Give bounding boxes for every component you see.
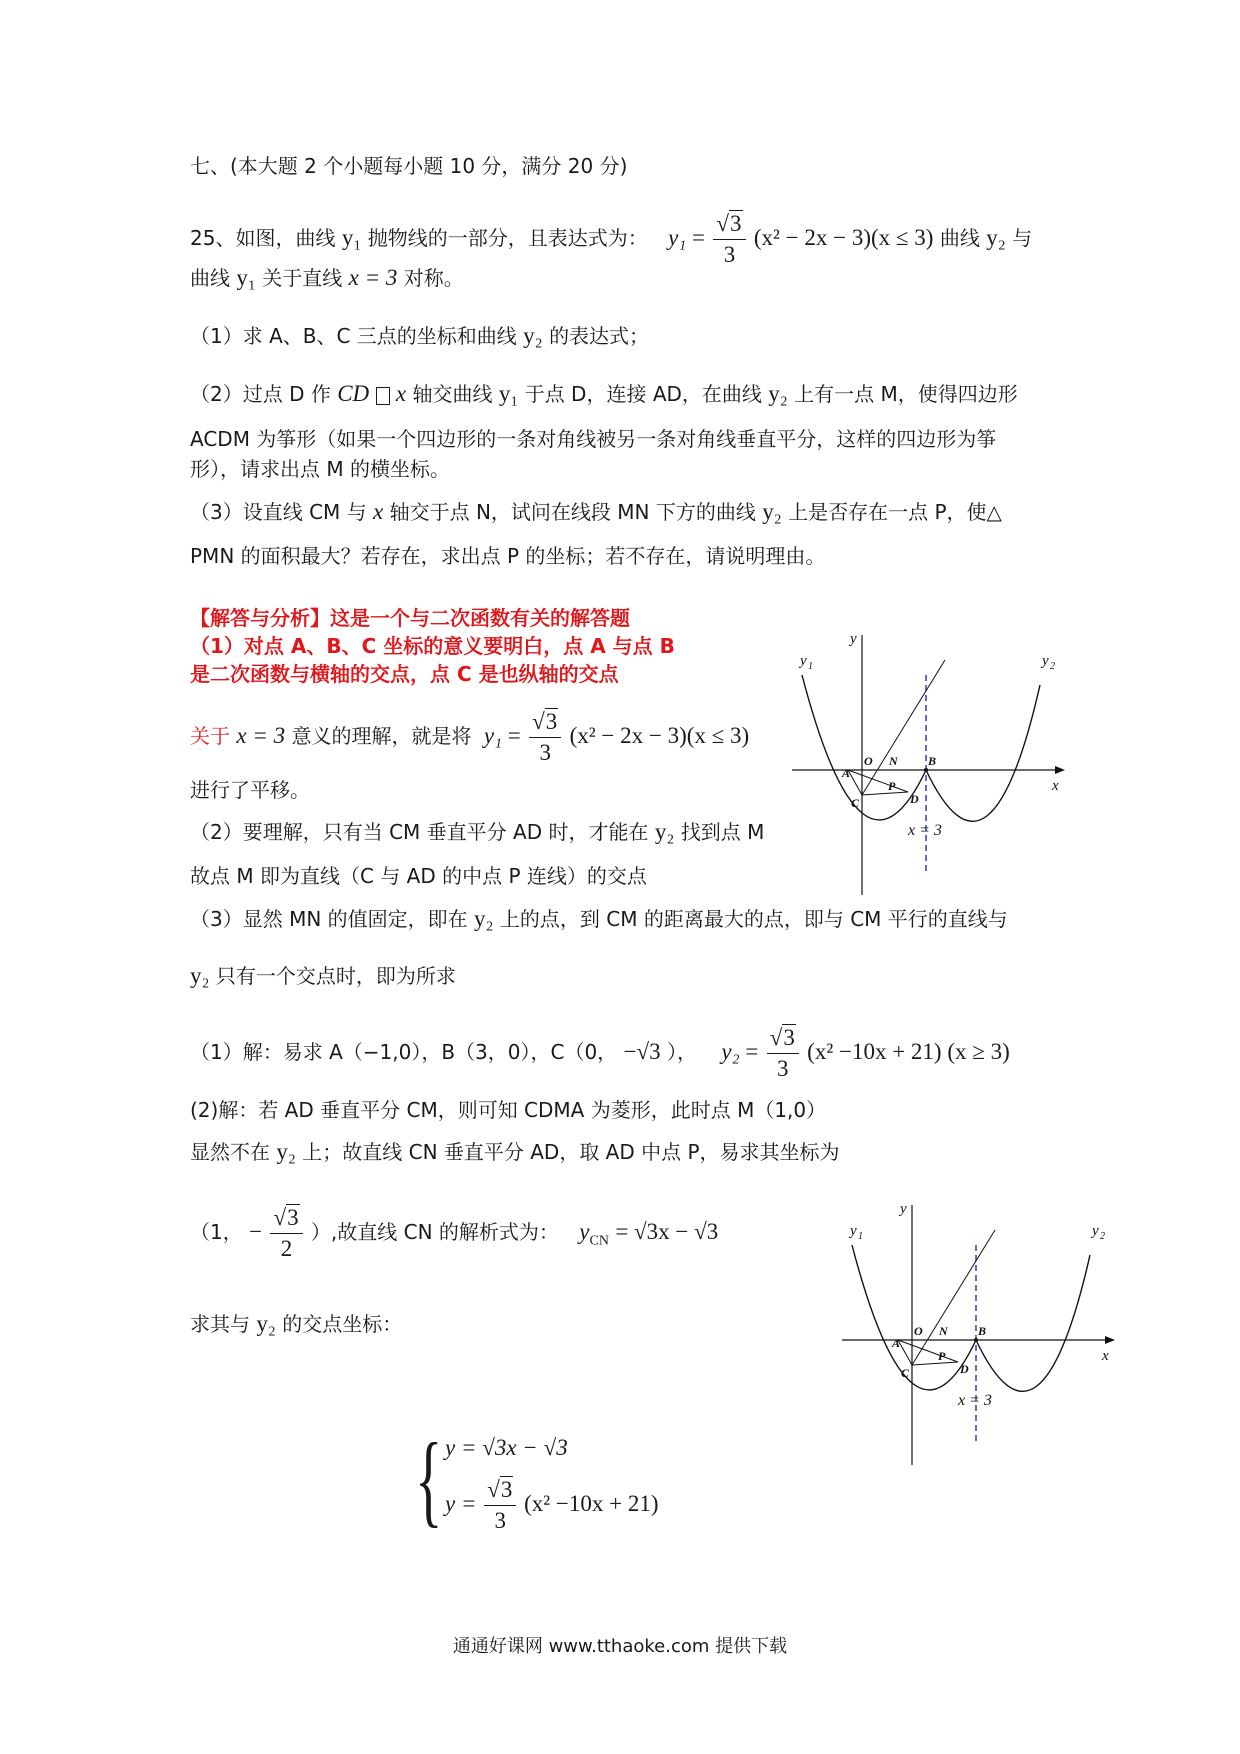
analysis-title: 【解答与分析】这是一个与二次函数有关的解答题 bbox=[190, 606, 630, 630]
segment-ad-2 bbox=[898, 1340, 958, 1362]
solution-1: （1）解：易求 A（−1,0），B（3，0），C（0， −√3 ）， y₂ = $\frac{√3}{3}$ (x² −10x + 21) (x ≥ 3) bbox=[190, 1025, 1010, 1081]
label-y2: y bbox=[1042, 653, 1049, 669]
label-d: D bbox=[910, 792, 919, 806]
curve-y2-2 bbox=[976, 1255, 1090, 1391]
curve-y2 bbox=[926, 685, 1040, 821]
label-c: C bbox=[851, 796, 860, 810]
label-y2-sub: 2 bbox=[1050, 661, 1055, 672]
segment-cd bbox=[862, 792, 908, 795]
label-n: N bbox=[889, 754, 898, 768]
label-a-2: A bbox=[892, 1336, 901, 1350]
label-y1: y bbox=[800, 653, 807, 669]
label-b: B bbox=[928, 754, 937, 768]
solution-2-line1: (2)解：若 AD 垂直平分 CM，则可知 CDMA 为菱形，此时点 M（1,0） bbox=[190, 1098, 827, 1122]
solution-2-line2: 显然不在 y₂ 上；故直线 CN 垂直平分 AD，取 AD 中点 P，易求其坐标为 bbox=[190, 1139, 840, 1164]
segment-ac bbox=[848, 770, 862, 795]
x-axis-arrow-icon bbox=[1055, 766, 1065, 774]
label-o-2: O bbox=[914, 1324, 923, 1338]
sqrt3-over-3: $\frac{√3}{3}$ bbox=[713, 209, 745, 270]
page-footer: 通通好课网 www.tthaoke.com 提供下载 bbox=[452, 1636, 788, 1657]
section-heading: 七、(本大题 2 个小题每小题 10 分，满分 20 分) bbox=[190, 154, 628, 178]
y1-symbol: y₁ bbox=[341, 225, 362, 250]
y2-expression: (x² −10x + 21) (x ≥ 3) bbox=[807, 1039, 1010, 1064]
segment-ad bbox=[848, 770, 908, 792]
label-y2-sub-2: 2 bbox=[1100, 1231, 1105, 1242]
label-y-axis-2: y bbox=[900, 1201, 907, 1217]
question-1: （1）求 A、B、C 三点的坐标和曲线 y₂ 的表达式； bbox=[190, 323, 650, 348]
problem-intro-line2: 曲线 y₁ 关于直线 x = 3 对称。 bbox=[190, 265, 464, 290]
analysis-translate: 进行了平移。 bbox=[190, 778, 310, 802]
analysis-p3-line2: y₂ 只有一个交点时，即为所求 bbox=[190, 963, 456, 988]
analysis-p2-line2: 故点 M 即为直线（C 与 AD 的中点 P 连线）的交点 bbox=[190, 864, 647, 888]
y1-expression: (x² − 2x − 3)(x ≤ 3) bbox=[753, 225, 934, 250]
segment-cd-2 bbox=[912, 1362, 958, 1365]
label-d-2: D bbox=[960, 1362, 969, 1376]
label-x-eq-3: x = 3 bbox=[908, 822, 942, 839]
label-y1-sub: 1 bbox=[808, 661, 813, 672]
label-n-2: N bbox=[939, 1324, 948, 1338]
analysis-about-line: 关于 x = 3 意义的理解，就是将 y₁ = $\frac{√3}{3}$ (x² − 2x − 3)(x ≤ 3) bbox=[190, 709, 750, 765]
label-a: A bbox=[842, 766, 851, 780]
question-3-line2: PMN 的面积最大？若存在，求出点 P 的坐标；若不存在，请说明理由。 bbox=[190, 544, 826, 568]
point-b-mark-2 bbox=[974, 1338, 978, 1342]
label-x-axis-2: x bbox=[1102, 1348, 1109, 1364]
question-2-line1: （2）过点 D 作 CD x 轴交曲线 y₁ 于点 D，连接 AD，在曲线 y₂ 上有一点 M，使得四边形 bbox=[190, 381, 1018, 406]
label-p: P bbox=[888, 779, 896, 793]
analysis-p2-line1: （2）要理解，只有当 CM 垂直平分 AD 时，才能在 y₂ 找到点 M bbox=[190, 819, 765, 844]
label-y2-2: y bbox=[1092, 1223, 1099, 1239]
line-cn-2 bbox=[912, 1230, 995, 1365]
label-b-2: B bbox=[978, 1324, 987, 1338]
analysis-line1: （1）对点 A、B、C 坐标的意义要明白，点 A 与点 B bbox=[190, 634, 675, 658]
label-o: O bbox=[864, 754, 873, 768]
parabola-graph-2 bbox=[840, 1195, 1130, 1485]
label-c-2: C bbox=[901, 1366, 910, 1380]
point-b-mark bbox=[924, 768, 928, 772]
question-2-line2: ACDM 为筝形（如果一个四边形的一条对角线被另一条对角线垂直平分，这样的四边形为筝 bbox=[190, 427, 997, 451]
curve-y1-2 bbox=[852, 1245, 976, 1390]
label-y1-sub-2: 1 bbox=[858, 1231, 863, 1242]
analysis-line2: 是二次函数与横轴的交点，点 C 是也纵轴的交点 bbox=[190, 662, 619, 686]
label-y-axis: y bbox=[850, 631, 857, 647]
label-x-eq-3-2: x = 3 bbox=[958, 1392, 992, 1409]
segment-ac-2 bbox=[898, 1340, 912, 1365]
parallel-symbol-box bbox=[376, 387, 390, 405]
question-2-line3: 形），请求出点 M 的横坐标。 bbox=[190, 457, 450, 481]
parabola-graph-1 bbox=[790, 625, 1080, 915]
label-x-axis: x bbox=[1052, 778, 1059, 794]
x-axis-arrow-icon-2 bbox=[1105, 1336, 1115, 1344]
system-eq1: y = √3x − √3 bbox=[445, 1435, 568, 1460]
curve-y1 bbox=[802, 675, 926, 820]
solution-2-line3: （1， − $\frac{√3}{2}$ ）,故直线 CN 的解析式为： $y_{CN} = √3x - √3$ bbox=[190, 1205, 719, 1261]
solution-2-line4: 求其与 y₂ 的交点坐标： bbox=[190, 1311, 403, 1336]
analysis-p3-line1: （3）显然 MN 的值固定，即在 y₂ 上的点，到 CM 的距离最大的点，即与 CM 平行的直线与 bbox=[190, 906, 1008, 931]
system-eq2: y = $\frac{√3}{3}$ (x² −10x + 21) bbox=[445, 1477, 659, 1533]
label-y1-2: y bbox=[850, 1223, 857, 1239]
question-3-line1: （3）设直线 CM 与 x 轴交于点 N，试问在线段 MN 下方的曲线 y₂ 上是否存在一点 P，使△ bbox=[190, 499, 1002, 524]
label-p-2: P bbox=[938, 1349, 946, 1363]
left-brace: { bbox=[415, 1422, 443, 1537]
line-cn bbox=[862, 660, 945, 795]
problem-intro-line1: 25、如图，曲线 y₁ 抛物线的一部分，且表达式为： y₁ = $\frac{√3}{3}$ (x² − 2x − 3)(x ≤ 3) 曲线 y₂ 与 bbox=[190, 208, 1032, 270]
